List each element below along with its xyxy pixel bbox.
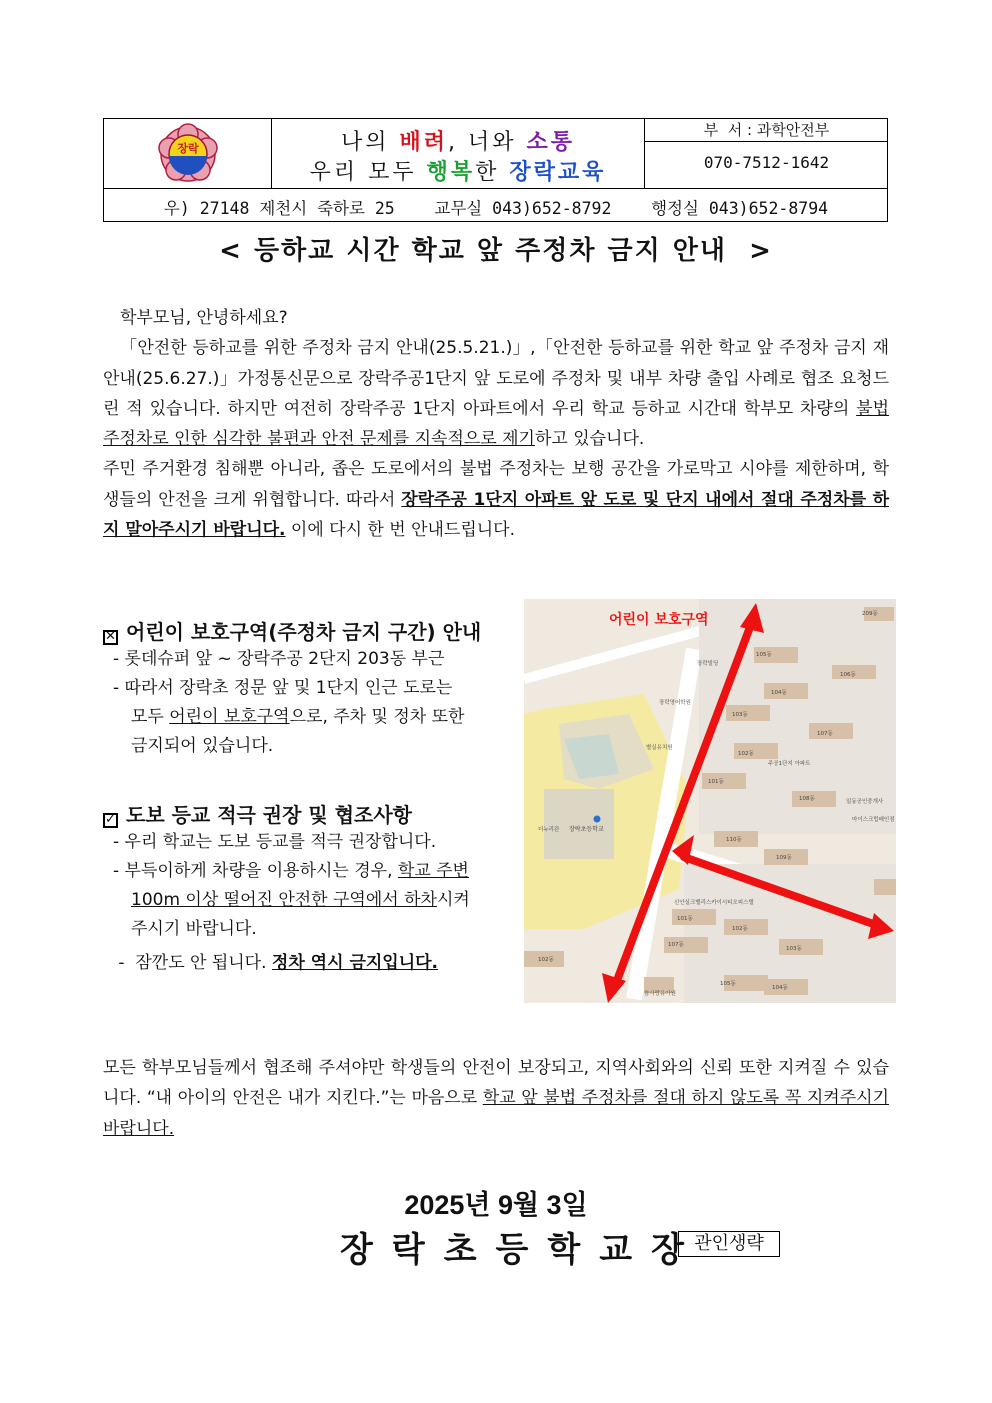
map-label: 103동 bbox=[786, 946, 802, 952]
slogan-school-education: 장락교육 bbox=[509, 160, 607, 185]
department-cell bbox=[645, 119, 888, 189]
seal-omitted: 관인생략 bbox=[678, 1231, 780, 1257]
walk-item-2 bbox=[113, 857, 469, 886]
map-label: 108동 bbox=[799, 796, 815, 802]
zone-item-2-cont2: 금지되어 있습니다. bbox=[131, 736, 274, 756]
section-zone-title bbox=[103, 616, 481, 645]
intro-body-2 bbox=[103, 454, 889, 545]
intro-text: 주민 주거환경 침해뿐 아니라, 좁은 도로에서의 불법 주정차는 보행 공간을 가로막고 시야를 제한하며, 학생들의 안전을 크게 위협합니다. 따라서 bbox=[103, 459, 889, 510]
map-label: 더누리관 bbox=[538, 827, 560, 833]
closing-text: 모든 학부모님들께서 협조해 주셔야만 학생들의 안전이 보장되고, 지역사회와의 신뢰 또한 지켜질 수 있습니다. “내 아이의 안전은 내가 지킨다.”는 마음으로 bbox=[103, 1058, 889, 1109]
intro-text: 하고 있습니다. bbox=[534, 429, 645, 450]
checkbox-check-icon: ✓ bbox=[103, 813, 118, 828]
section-walk-heading: 도보 등교 적극 권장 및 협조사항 bbox=[126, 803, 412, 827]
slogan-care: 배려 bbox=[399, 130, 448, 155]
map-label: 장락영어학원 bbox=[659, 700, 691, 706]
issue-date: 2025년 9월 3일 bbox=[404, 1190, 588, 1220]
map-label: 101동 bbox=[677, 916, 693, 922]
logo-cell bbox=[104, 119, 272, 189]
map-label: 103동 bbox=[732, 712, 748, 718]
intro-text: 「안전한 등하교를 위한 주정차 금지 안내(25.5.21.)」,「안전한 등하교를 위한 학교 앞 주정차 금지 재안내(25.6.27.)」가정통신문으로 장락주공1단지 앞 도로에 주정차 및 내부 차량 출입 사례로 협조 요청드린 적 있습니다. 하지만 여전히 장락주공 1단지 아파트에서 우리 학교 등하교 시간대 학부모 차량의 bbox=[103, 338, 889, 419]
slogan-line-1 bbox=[272, 125, 644, 156]
checkbox-x-icon: ✕ bbox=[103, 630, 118, 645]
slogan-line-2 bbox=[272, 155, 644, 186]
slogan-text: 한 bbox=[475, 160, 510, 185]
slogan-communication: 소통 bbox=[526, 130, 575, 155]
map-label: 101동 bbox=[708, 779, 724, 785]
zone-text: 모두 bbox=[131, 707, 170, 727]
logo-text: 장락 bbox=[177, 142, 199, 155]
map-zone-label: 어린이 보호구역 bbox=[609, 612, 709, 628]
map-label: 106동 bbox=[840, 672, 856, 678]
section-walk-title bbox=[103, 799, 412, 828]
intro-body bbox=[103, 333, 889, 454]
zone-text: 으로, 주차 및 정차 또한 bbox=[289, 707, 465, 727]
map-label: 주공1단지 아파트 bbox=[768, 761, 811, 767]
walk-text: - 부득이하게 차량을 이용하시는 경우, bbox=[113, 861, 398, 881]
map-label: 105동 bbox=[720, 981, 736, 987]
zone-emphasis: 어린이 보호구역 bbox=[169, 707, 290, 727]
school-zone-map bbox=[524, 599, 896, 1003]
closing-emphasis: 학교 앞 불법 주정차를 절대 하지 않도록 꼭 지켜주시기 바랍니다. bbox=[103, 1088, 889, 1139]
intro-paragraph bbox=[103, 303, 889, 545]
map-label: 107동 bbox=[817, 731, 833, 737]
map-label: 참사랑유아원 bbox=[644, 991, 676, 997]
school-emblem-icon bbox=[104, 119, 272, 189]
zone-item-2-cont bbox=[131, 703, 464, 732]
map-label: 102동 bbox=[538, 957, 554, 963]
map-label: 104동 bbox=[772, 985, 788, 991]
map-label: 102동 bbox=[732, 926, 748, 932]
walk-text: - 잠깐도 안 됩니다. bbox=[113, 953, 272, 973]
walk-item-3 bbox=[113, 949, 438, 978]
zone-item-2: - 따라서 장락초 정문 앞 및 1단지 인근 도로는 bbox=[113, 678, 453, 698]
map-label: 장락빌딩 bbox=[697, 661, 719, 667]
walk-no-stopping: 정차 역시 금지입니다. bbox=[271, 953, 439, 973]
map-label: 별실유치원 bbox=[646, 745, 673, 751]
department-name: 부 서 : 과학안전부 bbox=[645, 119, 888, 142]
greeting: 학부모님, 안녕하세요? bbox=[120, 308, 288, 328]
slogan-cell bbox=[272, 119, 645, 189]
map-label: 일동공인중개사 bbox=[846, 799, 884, 805]
department-phone: 070-7512-1642 bbox=[703, 153, 830, 172]
intro-request: 장락주공 1단지 아파트 앞 도로 및 단지 내에서 절대 주정차를 하지 말아주시기 바랍니다. bbox=[103, 489, 889, 541]
principal-signature: 장락초등학교장 bbox=[340, 1230, 703, 1270]
walk-text: 시켜 bbox=[436, 890, 470, 910]
map-label: 107동 bbox=[668, 942, 684, 948]
map-label: 105동 bbox=[756, 652, 772, 658]
section-zone-heading: 어린이 보호구역(주정차 금지 구간) 안내 bbox=[126, 620, 482, 644]
closing-paragraph bbox=[103, 1053, 889, 1144]
map-label: 신안실크밸리스카이시티오피스텔 bbox=[674, 900, 754, 906]
walk-item-2-cont2: 주시기 바랍니다. bbox=[131, 919, 257, 939]
slogan-text: , 너와 bbox=[448, 130, 527, 155]
map-label: 209동 bbox=[862, 611, 878, 617]
walk-item-1: - 우리 학교는 도보 등교를 적극 권장합니다. bbox=[113, 832, 437, 852]
map-school-label: 장락초등학교 bbox=[569, 826, 604, 833]
slogan-text: 나의 bbox=[340, 130, 400, 155]
map-label: 104동 bbox=[771, 690, 787, 696]
map-label: 109동 bbox=[776, 855, 792, 861]
walk-emphasis: 100m 이상 떨어진 안전한 구역에서 하차 bbox=[131, 890, 437, 910]
intro-text: 이에 다시 한 번 안내드립니다. bbox=[285, 520, 516, 541]
page-title: < 등하교 시간 학교 앞 주정차 금지 안내 > bbox=[219, 236, 773, 266]
slogan-happiness: 행복 bbox=[426, 160, 476, 185]
address-cell bbox=[104, 189, 888, 222]
intro-emphasis: 불법 주정차로 인한 심각한 불편과 안전 문제를 지속적으로 제기 bbox=[103, 398, 889, 450]
letterhead bbox=[103, 118, 888, 222]
map-label: 마이스크럽배인점 bbox=[852, 817, 895, 823]
map-label: 102동 bbox=[738, 751, 754, 757]
walk-item-2-cont bbox=[131, 886, 470, 915]
address-text: 우) 27148 제천시 죽하로 25 교무실 043)652-8792 행정실 043)652-8794 bbox=[163, 199, 829, 218]
walk-emphasis: 학교 주변 bbox=[397, 861, 469, 881]
slogan-text: 우리 모두 bbox=[309, 160, 427, 185]
zone-item-1: - 롯데슈퍼 앞 ~ 장락주공 2단지 203동 부근 bbox=[113, 649, 445, 669]
map-label: 110동 bbox=[726, 837, 742, 843]
